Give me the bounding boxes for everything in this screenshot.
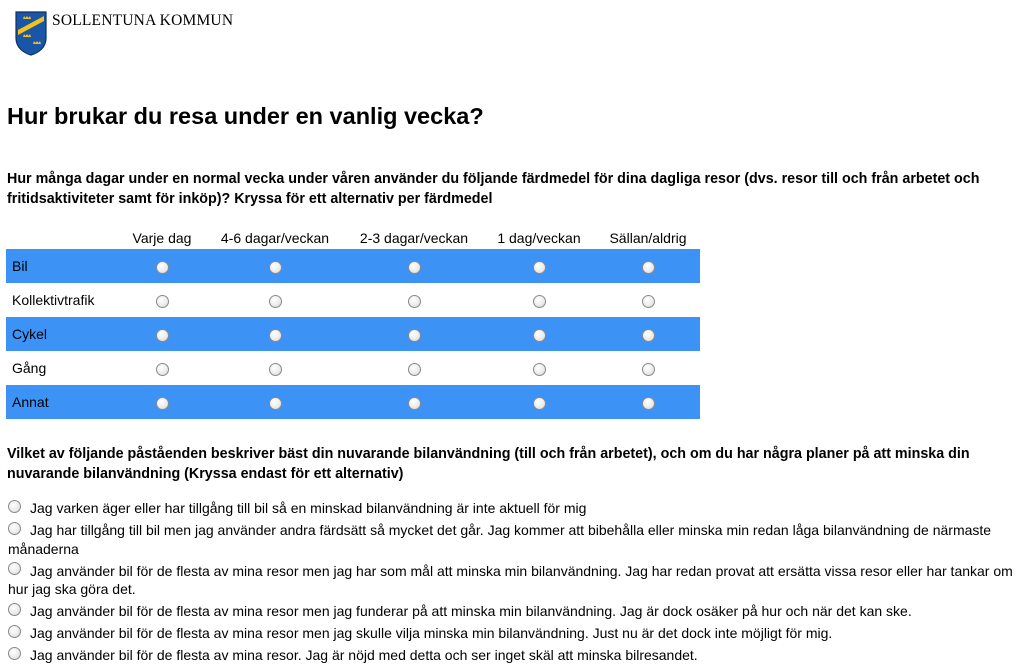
radio-button[interactable] xyxy=(269,329,282,342)
grid-row-gang xyxy=(6,351,700,385)
radio-button[interactable] xyxy=(408,329,421,342)
radio-button[interactable] xyxy=(533,329,546,342)
option-label[interactable]: Jag använder bil för de flesta av mina resor men jag funderar på att minska min bilanvändning. Jag är dock osäker på hur och när det kan ske. xyxy=(30,603,912,619)
question-2-text: Vilket av följande påståenden beskriver bäst din nuvarande bilanvändning (till och från arbetet), och om du har några planer på att minska din nuvarande bilanvändning (Kryssa endast för ett alternativ) xyxy=(7,446,970,482)
grid-cell xyxy=(204,317,346,351)
grid-cell xyxy=(346,317,482,351)
radio-button[interactable] xyxy=(269,397,282,410)
option-item xyxy=(8,562,1020,599)
question-1-text: Hur många dagar under en normal vecka under våren använder du följande färdmedel för dina dagliga resor (dvs. resor till och från arbetet och fritidsaktiviteter samt för inköp)? Kryssa för ett alternativ per färdmedel xyxy=(7,171,980,207)
grid-row-kollektivtrafik xyxy=(6,283,700,317)
grid-cell xyxy=(120,249,204,283)
option-item xyxy=(8,499,1020,518)
radio-button[interactable] xyxy=(408,261,421,274)
grid-cell xyxy=(596,249,700,283)
radio-button[interactable] xyxy=(642,295,655,308)
option-label[interactable]: Jag varken äger eller har tillgång till bil så en minskad bilanvändning är inte aktuell för mig xyxy=(30,500,587,516)
radio-button[interactable] xyxy=(8,562,21,575)
radio-button[interactable] xyxy=(408,363,421,376)
column-header: 4-6 dagar/veckan xyxy=(220,230,330,246)
grid-cell xyxy=(596,385,700,419)
page-title: Hur brukar du resa under en vanlig vecka? xyxy=(7,103,484,129)
grid-cell xyxy=(204,249,346,283)
grid-row-cykel xyxy=(6,317,700,351)
grid-cell xyxy=(120,385,204,419)
radio-button[interactable] xyxy=(156,329,169,342)
grid-cell xyxy=(204,351,346,385)
row-label: Kollektivtrafik xyxy=(12,292,95,308)
brand-name: SOLLENTUNA KOMMUN xyxy=(52,12,234,29)
municipality-crest-icon xyxy=(14,10,48,56)
grid-cell xyxy=(596,283,700,317)
row-label: Gång xyxy=(12,360,47,376)
column-header: 1 dag/veckan xyxy=(497,230,581,246)
radio-button[interactable] xyxy=(642,329,655,342)
grid-row-annat xyxy=(6,385,700,419)
grid-row-bil xyxy=(6,249,700,283)
grid-cell xyxy=(120,283,204,317)
grid-cell xyxy=(596,317,700,351)
radio-button[interactable] xyxy=(642,363,655,376)
row-label: Annat xyxy=(6,385,120,419)
grid-cell xyxy=(120,317,204,351)
radio-button[interactable] xyxy=(642,397,655,410)
radio-button[interactable] xyxy=(8,522,21,535)
site-header xyxy=(14,10,233,56)
grid-cell xyxy=(482,317,596,351)
grid-corner xyxy=(6,227,120,249)
grid-cell xyxy=(482,249,596,283)
radio-button[interactable] xyxy=(156,261,169,274)
radio-button[interactable] xyxy=(533,261,546,274)
option-item xyxy=(8,602,1020,621)
grid-cell xyxy=(346,351,482,385)
grid-cell xyxy=(596,351,700,385)
radio-button[interactable] xyxy=(533,295,546,308)
column-header: Varje dag xyxy=(132,230,192,246)
radio-button[interactable] xyxy=(156,397,169,410)
grid-cell xyxy=(482,283,596,317)
row-label: Bil xyxy=(6,249,120,283)
option-item xyxy=(8,521,1020,558)
grid-cell xyxy=(346,283,482,317)
radio-button[interactable] xyxy=(642,261,655,274)
option-label[interactable]: Jag använder bil för de flesta av mina resor men jag har som mål att minska min bilanvändning. Jag har redan provat att ersätta vissa resor eller har tankar om hur jag ska göra det. xyxy=(8,562,1013,597)
radio-button[interactable] xyxy=(8,500,21,513)
grid-cell xyxy=(204,385,346,419)
radio-button[interactable] xyxy=(8,625,21,638)
grid-cell xyxy=(346,249,482,283)
radio-button[interactable] xyxy=(8,647,21,660)
radio-button[interactable] xyxy=(156,363,169,376)
option-label[interactable]: Jag använder bil för de flesta av mina resor men jag skulle vilja minska min bilanvändning. Just nu är det dock inte möjligt för mig. xyxy=(30,625,833,641)
radio-button[interactable] xyxy=(408,397,421,410)
radio-button[interactable] xyxy=(408,295,421,308)
option-item xyxy=(8,646,1020,665)
car-usage-options xyxy=(8,499,1020,668)
radio-button[interactable] xyxy=(8,603,21,616)
grid-cell xyxy=(346,385,482,419)
grid-header-row xyxy=(6,227,700,249)
grid-cell xyxy=(204,283,346,317)
radio-button[interactable] xyxy=(269,363,282,376)
radio-button[interactable] xyxy=(533,397,546,410)
row-label: Cykel xyxy=(6,317,120,351)
transport-frequency-grid xyxy=(6,227,700,419)
grid-cell xyxy=(482,385,596,419)
radio-button[interactable] xyxy=(156,295,169,308)
option-label[interactable]: Jag använder bil för de flesta av mina resor. Jag är nöjd med detta och ser inget skäl att minska bilresandet. xyxy=(30,647,698,663)
grid-cell xyxy=(482,351,596,385)
radio-button[interactable] xyxy=(269,295,282,308)
option-label[interactable]: Jag har tillgång till bil men jag använder andra färdsätt så mycket det går. Jag kommer att bibehålla eller minska min redan låga bilanvändning de närmaste månaderna xyxy=(8,522,992,557)
column-header: Sällan/aldrig xyxy=(609,230,687,246)
grid-cell xyxy=(120,351,204,385)
column-header: 2-3 dagar/veckan xyxy=(359,230,469,246)
radio-button[interactable] xyxy=(533,363,546,376)
option-item xyxy=(8,624,1020,643)
radio-button[interactable] xyxy=(269,261,282,274)
